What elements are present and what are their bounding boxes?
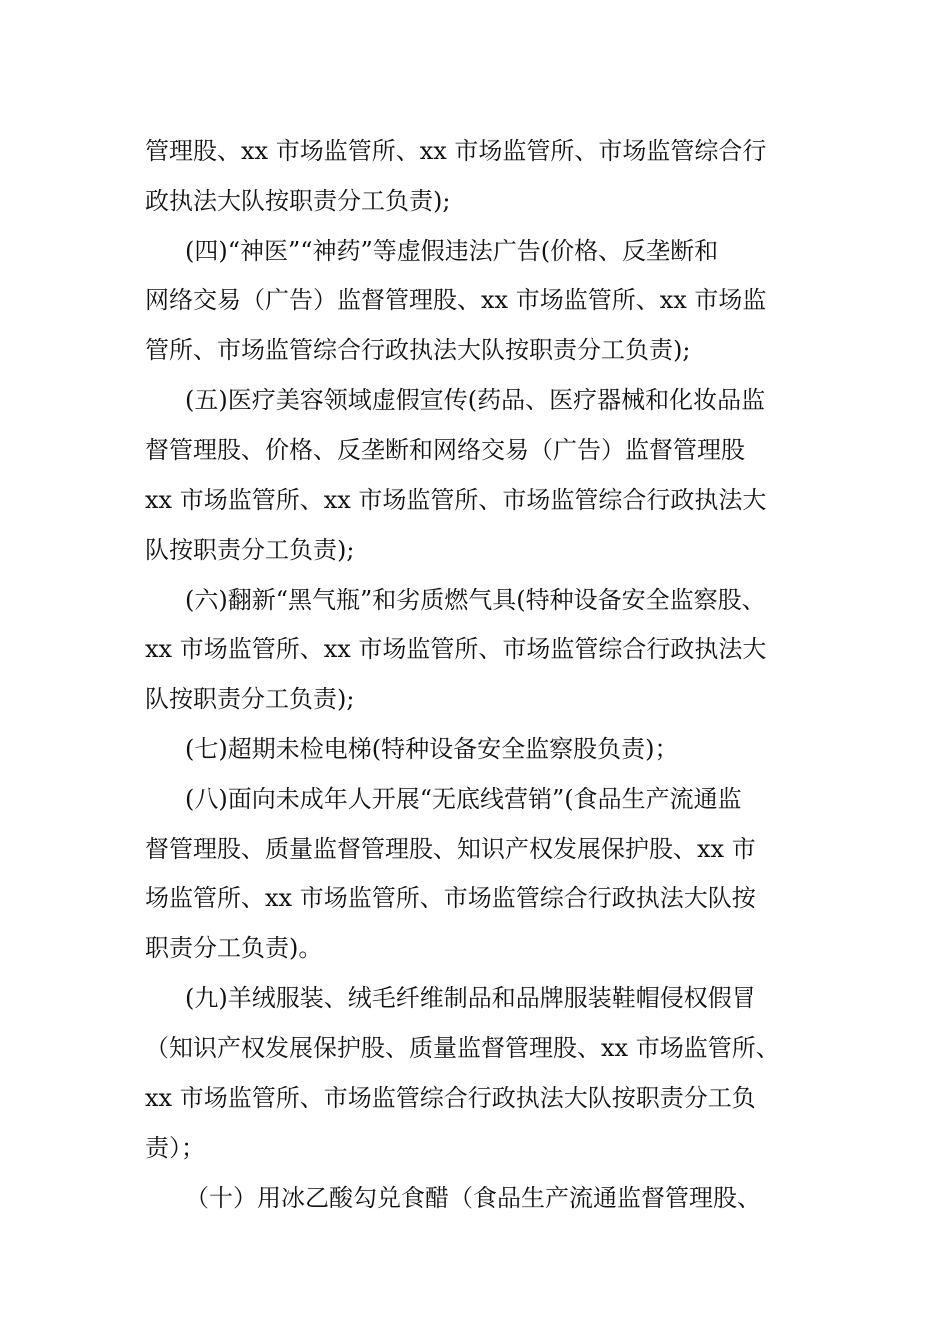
text-line: 督管理股、价格、反垄断和网络交易（广告）监督管理股	[145, 436, 745, 464]
text-line: xx 市场监管所、xx 市场监管所、市场监管综合行政执法大	[145, 486, 767, 514]
text-line: 队按职责分工负责);	[145, 685, 355, 713]
paragraph-heading-5: (五)医疗美容领域虚假宣传(药品、医疗器械和化妆品监	[185, 386, 766, 414]
text-line: 管理股、xx 市场监管所、xx 市场监管所、市场监管综合行	[145, 137, 767, 165]
text-line: 职责分工负责)。	[145, 934, 323, 962]
paragraph-heading-4: (四)“神医”“神药”等虚假违法广告(价格、反垄断和	[185, 237, 719, 265]
paragraph-heading-9: (九)羊绒服装、绒毛纤维制品和品牌服装鞋帽侵权假冒	[185, 984, 756, 1012]
paragraph-heading-6: (六)翻新“黑气瓶”和劣质燃气具(特种设备安全监察股、	[185, 586, 766, 614]
text-line: 政执法大队按职责分工负责);	[145, 187, 451, 215]
paragraph-heading-7: (七)超期未检电梯(特种设备安全监察股负责)；	[185, 735, 679, 763]
paragraph-heading-8: (八)面向未成年人开展“无底线营销”(食品生产流通监	[185, 785, 742, 813]
text-line: xx 市场监管所、市场监管综合行政执法大队按职责分工负	[145, 1084, 756, 1112]
text-line: xx 市场监管所、xx 市场监管所、市场监管综合行政执法大	[145, 635, 767, 663]
text-line: 管所、市场监管综合行政执法大队按职责分工负责);	[145, 336, 691, 364]
text-line: 队按职责分工负责);	[145, 536, 355, 564]
text-line: 网络交易（广告）监督管理股、xx 市场监管所、xx 市场监	[145, 286, 767, 314]
text-line: （知识产权发展保护股、质量监督管理股、xx 市场监管所、	[145, 1034, 780, 1062]
paragraph-heading-10: （十）用冰乙酸勾兑食醋（食品生产流通监督管理股、	[185, 1184, 761, 1212]
text-line: 责）；	[145, 1134, 205, 1162]
text-line: 场监管所、xx 市场监管所、市场监管综合行政执法大队按	[145, 884, 756, 912]
text-line: 督管理股、质量监督管理股、知识产权发展保护股、xx 市	[145, 835, 756, 863]
